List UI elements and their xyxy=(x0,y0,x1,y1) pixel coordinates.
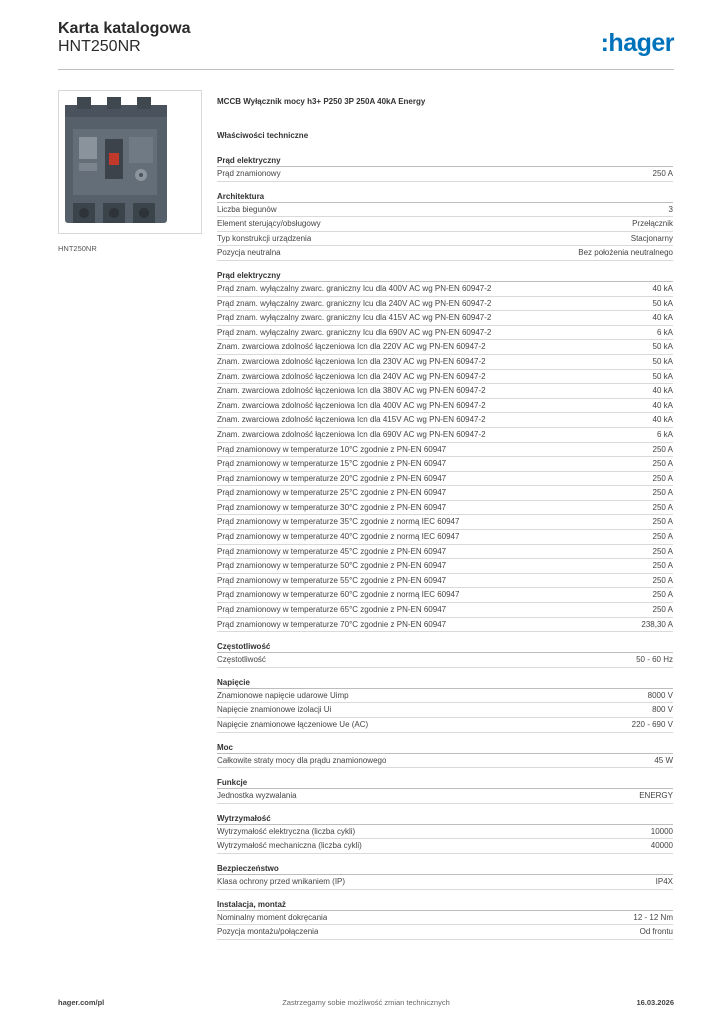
document-subtitle: HNT250NR xyxy=(58,38,141,55)
section-title: Moc xyxy=(217,741,673,754)
property-label: Pozycja neutralna xyxy=(217,248,281,258)
property-row xyxy=(217,618,673,633)
property-value: Od frontu xyxy=(639,927,673,937)
property-value: 3 xyxy=(668,204,673,214)
section-title: Wytrzymałość xyxy=(217,812,673,825)
property-label: Liczba biegunów xyxy=(217,204,277,214)
property-row xyxy=(217,399,673,414)
footer-date: 16.03.2026 xyxy=(636,998,674,1007)
section-title: Prąd elektryczny xyxy=(217,269,673,282)
property-row xyxy=(217,653,673,668)
property-row xyxy=(217,875,673,890)
technical-properties-heading: Właściwości techniczne xyxy=(217,131,309,140)
property-row xyxy=(217,472,673,487)
footer-note: Zastrzegamy sobie możliwość zmian technicznych xyxy=(282,998,450,1007)
property-row xyxy=(217,754,673,769)
property-row xyxy=(217,925,673,940)
property-value: 250 A xyxy=(652,502,673,512)
property-label: Prąd znam. wyłączalny zwarc. graniczny Icu dla 240V AC wg PN-EN 60947-2 xyxy=(217,298,492,308)
property-label: Prąd znamionowy w temperaturze 25°C zgodnie z PN-EN 60947 xyxy=(217,488,447,498)
property-label: Prąd znam. wyłączalny zwarc. graniczny Icu dla 415V AC wg PN-EN 60947-2 xyxy=(217,313,492,323)
property-section xyxy=(217,812,673,854)
document-title: Karta katalogowa xyxy=(58,20,191,37)
property-value: 50 - 60 Hz xyxy=(636,655,673,665)
property-value: Stacjonarny xyxy=(630,233,673,243)
property-label: Wytrzymałość mechaniczna (liczba cykli) xyxy=(217,841,362,851)
property-row xyxy=(217,703,673,718)
property-row xyxy=(217,689,673,704)
property-row xyxy=(217,501,673,516)
property-row xyxy=(217,443,673,458)
property-label: Znam. zwarciowa zdolność łączeniowa Icn dla 240V AC wg PN-EN 60947-2 xyxy=(217,371,486,381)
section-title: Częstotliwość xyxy=(217,640,673,653)
property-row xyxy=(217,232,673,247)
property-value: 50 kA xyxy=(652,356,673,366)
page-header xyxy=(58,20,674,68)
property-row xyxy=(217,384,673,399)
property-value: Bez położenia neutralnego xyxy=(578,248,673,258)
property-row xyxy=(217,246,673,261)
property-label: Znam. zwarciowa zdolność łączeniowa Icn dla 230V AC wg PN-EN 60947-2 xyxy=(217,356,486,366)
property-value: 250 A xyxy=(652,459,673,469)
property-value: 50 kA xyxy=(652,342,673,352)
property-label: Jednostka wyzwalania xyxy=(217,791,297,801)
property-value: 250 A xyxy=(652,561,673,571)
product-name: MCCB Wyłącznik mocy h3+ P250 3P 250A 40kA Energy xyxy=(217,97,426,106)
property-row xyxy=(217,486,673,501)
property-value: 40 kA xyxy=(652,400,673,410)
property-row xyxy=(217,515,673,530)
property-value: 40 kA xyxy=(652,386,673,396)
circuit-breaker-image xyxy=(59,91,201,233)
property-section xyxy=(217,741,673,769)
property-label: Znamionowe napięcie udarowe Uimp xyxy=(217,690,349,700)
property-row xyxy=(217,718,673,733)
property-row xyxy=(217,167,673,182)
property-value: 220 - 690 V xyxy=(631,720,673,729)
property-section xyxy=(217,862,673,890)
property-value: 8000 V xyxy=(647,690,673,700)
property-label: Wytrzymałość elektryczna (liczba cykli) xyxy=(217,826,356,836)
property-row xyxy=(217,326,673,341)
property-value: 250 A xyxy=(652,532,673,542)
property-row xyxy=(217,428,673,443)
property-label: Napięcie znamionowe izolacji Ui xyxy=(217,705,332,715)
property-section xyxy=(217,190,673,261)
property-row xyxy=(217,457,673,472)
property-row xyxy=(217,355,673,370)
property-row xyxy=(217,559,673,574)
property-label: Prąd znamionowy w temperaturze 65°C zgodnie z PN-EN 60947 xyxy=(217,605,447,615)
property-label: Prąd znamionowy w temperaturze 50°C zgodnie z PN-EN 60947 xyxy=(217,561,447,571)
property-label: Prąd znamionowy w temperaturze 15°C zgodnie z PN-EN 60947 xyxy=(217,459,447,469)
property-label: Element sterujący/obsługowy xyxy=(217,219,321,229)
property-label: Prąd znamionowy w temperaturze 60°C zgodnie z normą IEC 60947 xyxy=(217,590,460,600)
property-section xyxy=(217,776,673,804)
property-row xyxy=(217,370,673,385)
property-value: 250 A xyxy=(652,169,673,178)
section-title: Architektura xyxy=(217,190,673,203)
page-footer xyxy=(58,998,674,1010)
property-value: 250 A xyxy=(652,546,673,556)
property-section xyxy=(217,676,673,733)
section-title: Funkcje xyxy=(217,776,673,789)
property-value: 800 V xyxy=(652,705,673,715)
property-value: 6 kA xyxy=(656,327,673,337)
property-value: 250 A xyxy=(652,444,673,454)
product-image-caption: HNT250NR xyxy=(58,244,97,253)
property-row xyxy=(217,825,673,840)
footer-website[interactable]: hager.com/pl xyxy=(58,998,105,1007)
property-row xyxy=(217,839,673,854)
property-label: Prąd znamionowy w temperaturze 55°C zgodnie z PN-EN 60947 xyxy=(217,575,447,585)
property-row xyxy=(217,545,673,560)
property-section xyxy=(217,640,673,668)
property-label: Klasa ochrony przed wnikaniem (IP) xyxy=(217,876,346,886)
property-label: Prąd znamionowy w temperaturze 45°C zgodnie z PN-EN 60947 xyxy=(217,546,447,556)
product-details xyxy=(217,96,673,948)
property-label: Prąd znamionowy w temperaturze 35°C zgodnie z normą IEC 60947 xyxy=(217,517,460,527)
section-title: Napięcie xyxy=(217,676,673,689)
property-row xyxy=(217,311,673,326)
property-row xyxy=(217,282,673,297)
section-title: Prąd elektryczny xyxy=(217,154,673,167)
property-label: Prąd znamionowy w temperaturze 70°C zgodnie z PN-EN 60947 xyxy=(217,619,447,629)
property-value: 250 A xyxy=(652,473,673,483)
property-row xyxy=(217,588,673,603)
property-value: IP4X xyxy=(655,876,673,886)
property-label: Prąd znamionowy w temperaturze 20°C zgodnie z PN-EN 60947 xyxy=(217,473,447,483)
property-label: Prąd znam. wyłączalny zwarc. graniczny Icu dla 400V AC wg PN-EN 60947-2 xyxy=(217,283,492,293)
property-label: Całkowite straty mocy dla prądu znamionowego xyxy=(217,755,387,765)
section-title: Instalacja, montaż xyxy=(217,898,673,911)
property-label: Prąd znamionowy w temperaturze 10°C zgodnie z PN-EN 60947 xyxy=(217,444,447,454)
header-divider xyxy=(58,69,674,70)
property-row xyxy=(217,297,673,312)
property-row xyxy=(217,574,673,589)
property-value: 10000 xyxy=(650,826,673,836)
property-label: Nominalny moment dokręcania xyxy=(217,912,328,922)
property-section xyxy=(217,269,673,632)
property-label: Znam. zwarciowa zdolność łączeniowa Icn dla 690V AC wg PN-EN 60947-2 xyxy=(217,429,486,439)
property-row xyxy=(217,217,673,232)
property-value: 50 kA xyxy=(652,371,673,381)
property-label: Częstotliwość xyxy=(217,655,266,665)
property-row xyxy=(217,911,673,926)
property-value: 250 A xyxy=(652,605,673,615)
property-label: Prąd znamionowy xyxy=(217,169,281,178)
property-value: 12 - 12 Nm xyxy=(633,912,673,922)
property-value: 6 kA xyxy=(656,429,673,439)
product-image xyxy=(58,90,202,234)
property-value: 45 W xyxy=(654,755,673,765)
property-label: Znam. zwarciowa zdolność łączeniowa Icn dla 415V AC wg PN-EN 60947-2 xyxy=(217,415,486,425)
property-section xyxy=(217,898,673,940)
property-label: Prąd znamionowy w temperaturze 40°C zgodnie z normą IEC 60947 xyxy=(217,532,460,542)
property-row xyxy=(217,530,673,545)
properties-sections xyxy=(217,154,673,940)
property-label: Znam. zwarciowa zdolność łączeniowa Icn dla 400V AC wg PN-EN 60947-2 xyxy=(217,400,486,410)
property-label: Pozycja montażu/połączenia xyxy=(217,927,319,937)
property-value: 238,30 A xyxy=(641,619,673,629)
property-label: Prąd znam. wyłączalny zwarc. graniczny Icu dla 690V AC wg PN-EN 60947-2 xyxy=(217,327,492,337)
property-row xyxy=(217,203,673,218)
property-value: Przełącznik xyxy=(632,219,673,229)
property-label: Typ konstrukcji urządzenia xyxy=(217,233,312,243)
property-value: 250 A xyxy=(652,590,673,600)
hager-logo: :hager xyxy=(600,29,674,57)
property-value: 250 A xyxy=(652,488,673,498)
property-row xyxy=(217,603,673,618)
property-value: 250 A xyxy=(652,575,673,585)
property-value: 40 kA xyxy=(652,283,673,293)
property-value: 40000 xyxy=(650,841,673,851)
property-label: Napięcie znamionowe łączeniowe Ue (AC) xyxy=(217,720,369,729)
property-value: ENERGY xyxy=(639,791,673,801)
property-value: 50 kA xyxy=(652,298,673,308)
property-section xyxy=(217,154,673,182)
section-title: Bezpieczeństwo xyxy=(217,862,673,875)
property-label: Znam. zwarciowa zdolność łączeniowa Icn dla 380V AC wg PN-EN 60947-2 xyxy=(217,386,486,396)
property-row xyxy=(217,413,673,428)
property-value: 40 kA xyxy=(652,415,673,425)
property-value: 250 A xyxy=(652,517,673,527)
property-label: Prąd znamionowy w temperaturze 30°C zgodnie z PN-EN 60947 xyxy=(217,502,447,512)
property-label: Znam. zwarciowa zdolność łączeniowa Icn dla 220V AC wg PN-EN 60947-2 xyxy=(217,342,486,352)
property-value: 40 kA xyxy=(652,313,673,323)
property-row xyxy=(217,789,673,804)
property-row xyxy=(217,340,673,355)
